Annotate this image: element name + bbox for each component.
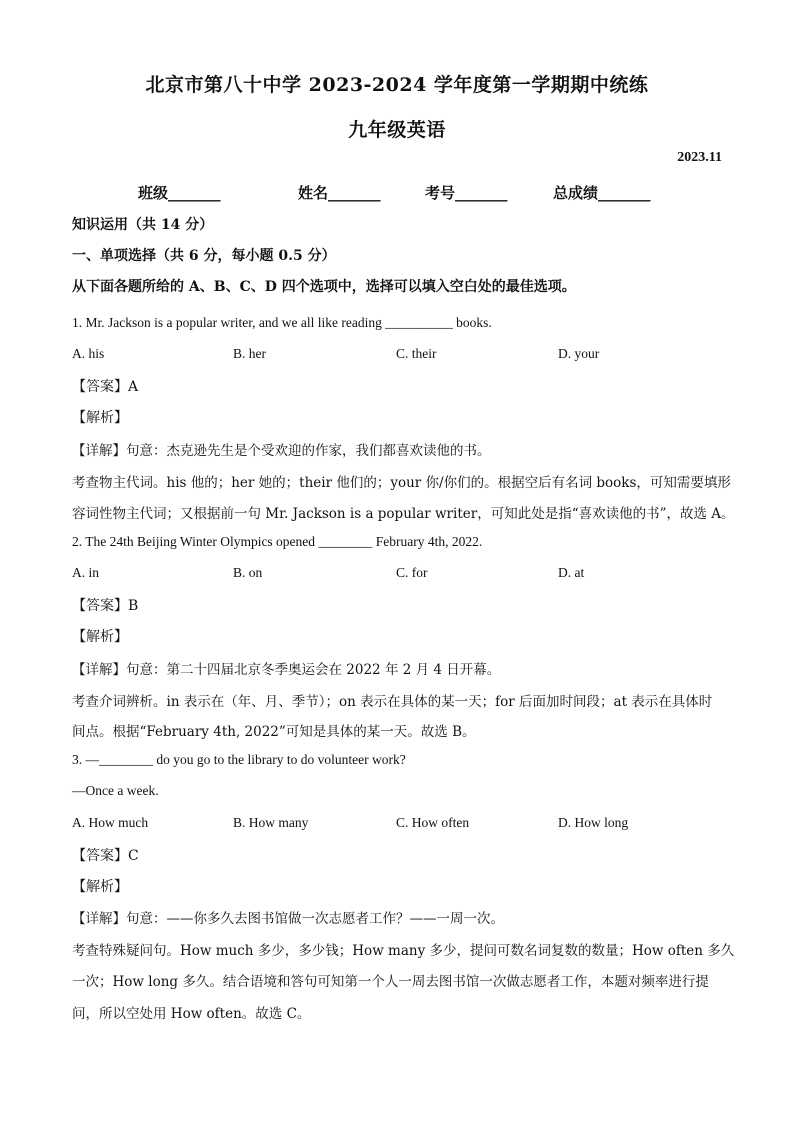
total-score-field: 总成绩_______: [553, 184, 651, 202]
option-b: B. How many: [233, 815, 309, 830]
option-c: C. their: [396, 346, 437, 361]
option-a: A. in: [72, 565, 99, 580]
answer-label: 【答案】A: [72, 379, 139, 395]
analysis-label: 【解析】: [72, 410, 128, 426]
part-heading: 知识运用（共 14 分）: [72, 217, 214, 233]
question-stem: 1. Mr. Jackson is a popular writer, and we all like reading __________ books.: [72, 315, 492, 330]
detail-line: 考查物主代词。his 他的；her 她的；their 他们的；your 你/你们的。根据空后有名词 books，可知需要填形: [72, 475, 731, 491]
option-d: D. your: [558, 346, 600, 361]
option-c: C. How often: [396, 815, 470, 830]
option-b: B. her: [233, 346, 266, 361]
question-stem: 2. The 24th Beijing Winter Olympics opened ________ February 4th, 2022.: [72, 534, 483, 549]
exam-number-field: 考号_______: [425, 184, 508, 202]
detail-line: 考查特殊疑问句。How much 多少，多少钱；How many 多少，提问可数名词复数的数量；How often 多久: [72, 943, 735, 959]
option-a: A. How much: [72, 815, 149, 830]
exam-date: 2023.11: [677, 150, 722, 165]
exam-subject: 九年级英语: [348, 119, 446, 141]
exam-title: 北京市第八十中学 2023-2024 学年度第一学期期中统练: [145, 74, 649, 96]
class-field: 班级_______: [138, 184, 221, 202]
detail-line: 一次；How long 多久。结合语境和答句可知第一个人一周去图书馆一次做志愿者工作，本题对频率进行提: [72, 974, 709, 990]
question-reply: —Once a week.: [72, 783, 159, 798]
option-b: B. on: [233, 565, 263, 580]
detail-line: 问，所以空处用 How often。故选 C。: [72, 1006, 311, 1022]
analysis-label: 【解析】: [72, 629, 128, 645]
detail-line: 【详解】句意：杰克逊先生是个受欢迎的作家，我们都喜欢读他的书。: [72, 443, 491, 459]
section-heading: 一、单项选择（共 6 分，每小题 0.5 分）: [72, 248, 336, 264]
detail-line: 容词性物主代词；又根据前一句 Mr. Jackson is a popular writer，可知此处是指“喜欢读他的书”，故选 A。: [72, 506, 735, 522]
detail-line: 间点。根据“February 4th, 2022”可知是具体的某一天。故选 B。: [72, 724, 476, 740]
question-stem: 3. —________ do you go to the library to do volunteer work?: [72, 752, 406, 767]
detail-line: 考查介词辨析。in 表示在（年、月、季节）；on 表示在具体的某一天；for 后面加时间段；at 表示在具体时: [72, 694, 713, 710]
name-field: 姓名_______: [298, 184, 381, 202]
option-d: D. at: [558, 565, 585, 580]
section-instruction: 从下面各题所给的 A、B、C、D 四个选项中，选择可以填入空白处的最佳选项。: [72, 279, 576, 295]
answer-label: 【答案】B: [72, 598, 139, 614]
detail-line: 【详解】句意：第二十四届北京冬季奥运会在 2022 年 2 月 4 日开幕。: [72, 662, 501, 678]
answer-label: 【答案】C: [72, 848, 139, 864]
option-a: A. his: [72, 346, 105, 361]
option-d: D. How long: [558, 815, 629, 830]
analysis-label: 【解析】: [72, 879, 128, 895]
detail-line: 【详解】句意：——你多久去图书馆做一次志愿者工作？——一周一次。: [72, 911, 504, 927]
option-c: C. for: [396, 565, 428, 580]
